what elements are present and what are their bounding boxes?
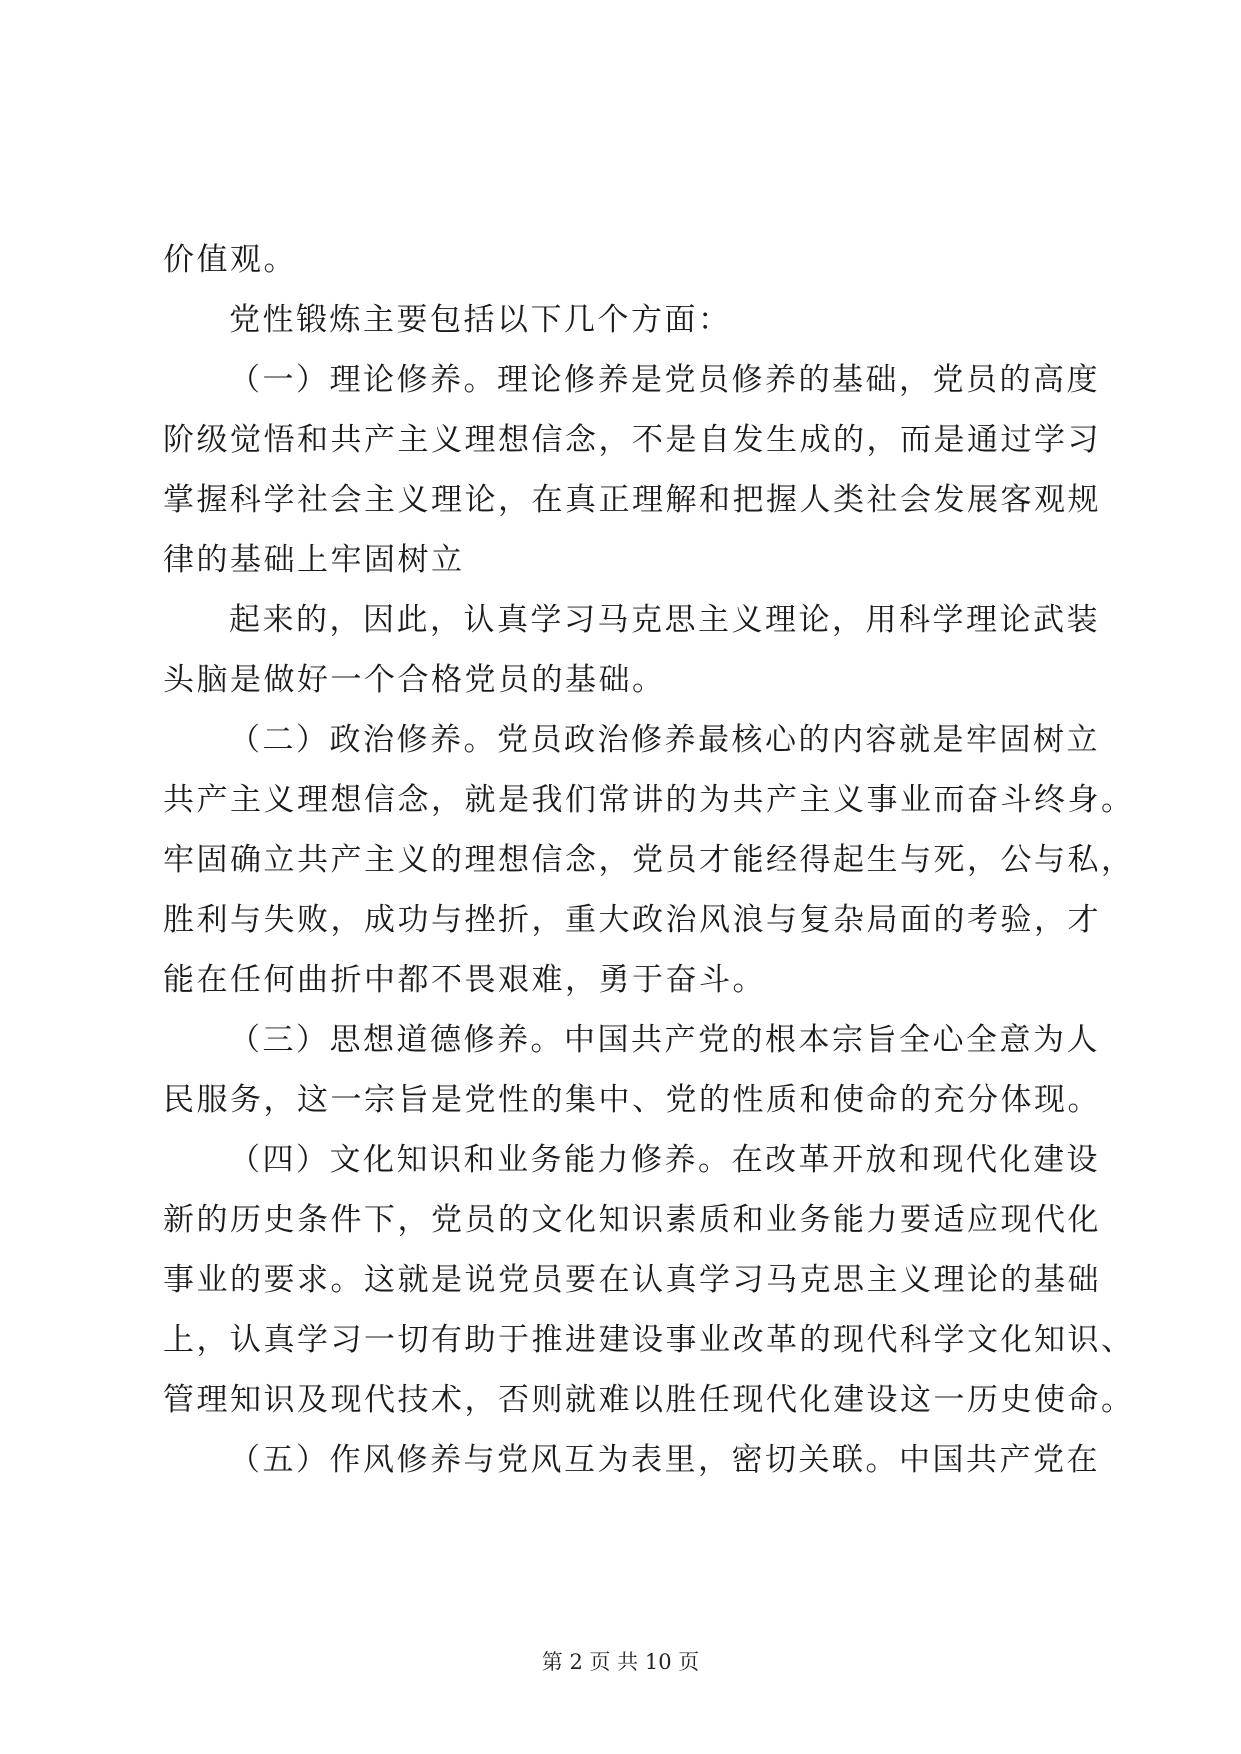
text-line: 民服务，这一宗旨是党性的集中、党的性质和使命的充分体现。: [163, 1082, 1101, 1118]
text-line: 事业的要求。这就是说党员要在认真学习马克思主义理论的基础: [163, 1262, 1101, 1298]
text-line: 党性锻炼主要包括以下几个方面：: [229, 302, 732, 338]
text-line: 管理知识及现代技术，否则就难以胜任现代化建设这一历史使命。: [163, 1382, 1135, 1418]
text-line: 牢固确立共产主义的理想信念，党员才能经得起生与死，公与私，: [163, 842, 1135, 878]
text-line: 新的历史条件下，党员的文化知识素质和业务能力要适应现代化: [163, 1202, 1101, 1238]
text-line: 能在任何曲折中都不畏艰难，勇于奋斗。: [163, 962, 766, 998]
text-line: （一）理论修养。理论修养是党员修养的基础，党员的高度: [229, 362, 1100, 398]
text-line: （五）作风修养与党风互为表里，密切关联。中国共产党在: [229, 1442, 1100, 1478]
text-line: 价值观。: [163, 242, 297, 278]
page-footer: 第 2 页 共 10 页: [541, 1650, 700, 1674]
text-line: 头脑是做好一个合格党员的基础。: [163, 662, 666, 698]
text-line: （二）政治修养。党员政治修养最核心的内容就是牢固树立: [229, 722, 1100, 758]
text-line: 律的基础上牢固树立: [163, 542, 465, 578]
document-body: [163, 230, 1135, 1490]
text-line: 共产主义理想信念，就是我们常讲的为共产主义事业而奋斗终身。: [163, 782, 1135, 818]
text-line: （四）文化知识和业务能力修养。在改革开放和现代化建设: [229, 1142, 1100, 1178]
text-line: 掌握科学社会主义理论，在真正理解和把握人类社会发展客观规: [163, 482, 1101, 518]
text-line: 起来的，因此，认真学习马克思主义理论，用科学理论武装: [229, 602, 1100, 638]
text-line: 阶级觉悟和共产主义理想信念，不是自发生成的，而是通过学习: [163, 422, 1101, 458]
text-line: （三）思想道德修养。中国共产党的根本宗旨全心全意为人: [229, 1022, 1100, 1058]
text-line: 胜利与失败，成功与挫折，重大政治风浪与复杂局面的考验，才: [163, 902, 1101, 938]
text-line: 上，认真学习一切有助于推进建设事业改革的现代科学文化知识、: [163, 1322, 1135, 1358]
